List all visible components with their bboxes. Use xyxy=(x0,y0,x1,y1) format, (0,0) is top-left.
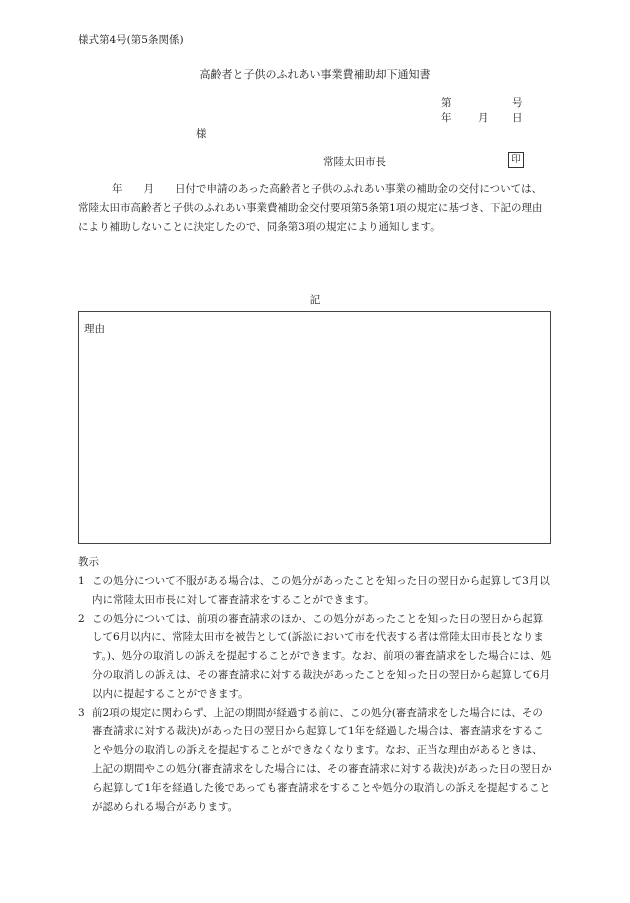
notice-text: この処分について不服がある場合は、この処分があったことを知った日の翌日から起算して3月以内に常陸太田市長に対して審査請求をすることができます。 xyxy=(92,575,550,606)
document-number-suffix: 号 xyxy=(512,97,523,109)
document-number-label: 第 xyxy=(441,97,452,109)
notice-text: 前2項の規定に関わらず、上記の期間が経過する前に、この処分(審査請求をした場合には、その審査請求に対する裁決)があった日の翌日から起算して1年を経過した場合は、審査請求をすることや処分の取消しの訴えを提起することができなくなります。なお、正当な理由があるときは、上記の期間やこの処分(審査請求をした場合には、その審査請求に対する裁決)があった日の翌日から起算して1年を経過した後であっても審査請求をすることや処分の取消しの訴えを提起することが認められる場合があります。 xyxy=(92,706,552,813)
notice-text: この処分については、前項の審査請求のほか、この処分があったことを知った日の翌日から起算して6月以内に、常陸太田市を被告として(訴訟において市を代表する者は常陸太田市長となります。)、処分の取消しの訴えを提起することができます。なお、前項の審査請求をした場合には、処分の取消しの訴えは、その審査請求に対する裁決があったことを知った日の翌日から起算して6月以内に提起することができます。 xyxy=(92,612,552,700)
notice-item xyxy=(78,610,552,704)
sender-name: 常陸太田市長 xyxy=(323,156,386,168)
notice-list xyxy=(78,572,552,816)
notification-body: 年 月 日付で申請のあった高齢者と子供のふれあい事業の補助金の交付については、常陸太田市高齢者と子供のふれあい事業費補助金交付要項第5条第1項の規定に基づき、下記の理由により補助しないことに決定したので、同条第3項の規定により通知します。 xyxy=(78,183,543,233)
notice-number: 3 xyxy=(78,706,85,719)
ki-heading: 記 xyxy=(309,294,321,306)
notice-heading: 教示 xyxy=(78,556,99,568)
date-year-label: 年 xyxy=(441,112,452,124)
seal-mark: 印 xyxy=(508,152,524,168)
document-title: 高齢者と子供のふれあい事業費補助却下通知書 xyxy=(199,68,431,81)
addressee-suffix: 様 xyxy=(196,128,207,140)
notice-number: 2 xyxy=(78,612,85,625)
date-day-label: 日 xyxy=(512,112,523,124)
reason-box xyxy=(78,311,551,544)
date-month-label: 月 xyxy=(478,112,489,124)
reason-label: 理由 xyxy=(84,323,105,335)
form-number: 様式第4号(第5条関係) xyxy=(78,34,184,46)
notice-item xyxy=(78,704,552,817)
notice-item xyxy=(78,572,552,610)
notice-number: 1 xyxy=(78,575,85,587)
